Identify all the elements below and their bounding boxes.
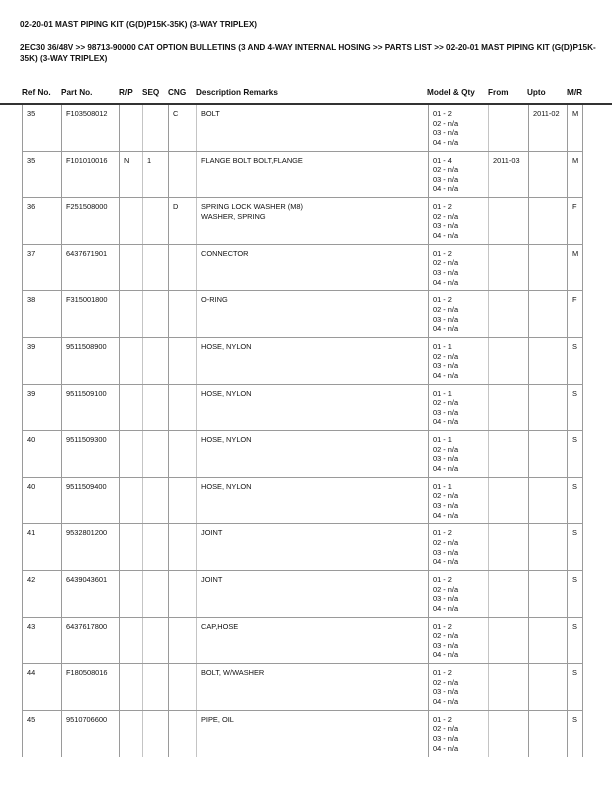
- ref-no-cell: 42: [22, 571, 61, 617]
- from-cell: [488, 245, 528, 291]
- seq-cell: [142, 245, 168, 291]
- model-qty-line: 01 - 2: [433, 295, 452, 305]
- part-no-cell: F101010016: [61, 152, 119, 198]
- mr-cell: S: [567, 478, 583, 524]
- upto-cell: [528, 478, 567, 524]
- model-qty-line: 04 - n/a: [433, 696, 459, 706]
- description-line: HOSE, NYLON: [201, 388, 252, 398]
- rp-cell: [119, 478, 142, 524]
- model-qty-cell: [428, 478, 488, 524]
- header-ref-no: Ref No.: [22, 88, 51, 97]
- model-qty-line: 02 - n/a: [433, 677, 459, 687]
- table-row: [22, 291, 583, 338]
- model-qty-cell: [428, 338, 488, 384]
- from-cell: [488, 431, 528, 477]
- model-qty-cell: [428, 245, 488, 291]
- model-qty-line: 01 - 2: [433, 528, 452, 538]
- header-part-no: Part No.: [61, 88, 93, 97]
- ref-no-cell: 40: [22, 478, 61, 524]
- model-qty-cell: [428, 198, 488, 244]
- header-description: Description Remarks: [196, 88, 278, 97]
- table-row: [22, 571, 583, 618]
- model-qty-line: 03 - n/a: [433, 174, 459, 184]
- from-cell: [488, 711, 528, 758]
- mr-cell: S: [567, 664, 583, 710]
- upto-cell: [528, 524, 567, 570]
- ref-no-cell: 39: [22, 338, 61, 384]
- seq-cell: [142, 711, 168, 758]
- description-line: FLANGE BOLT BOLT,FLANGE: [201, 155, 303, 165]
- mr-cell: M: [567, 245, 583, 291]
- model-qty-line: 02 - n/a: [433, 398, 459, 408]
- description-cell: [196, 291, 428, 337]
- upto-cell: [528, 711, 567, 758]
- seq-cell: [142, 291, 168, 337]
- model-qty-line: 02 - n/a: [433, 631, 459, 641]
- upto-cell: [528, 245, 567, 291]
- description-line: O-RING: [201, 295, 228, 305]
- table-row: [22, 198, 583, 245]
- mr-cell: S: [567, 338, 583, 384]
- cng-cell: [168, 245, 196, 291]
- model-qty-line: 02 - n/a: [433, 118, 459, 128]
- table-row: [22, 711, 583, 758]
- seq-cell: [142, 618, 168, 664]
- mr-cell: S: [567, 431, 583, 477]
- description-cell: [196, 664, 428, 710]
- model-qty-line: 03 - n/a: [433, 221, 459, 231]
- table-row: [22, 431, 583, 478]
- cng-cell: [168, 618, 196, 664]
- model-qty-line: 02 - n/a: [433, 211, 459, 221]
- model-qty-line: 03 - n/a: [433, 128, 459, 138]
- cng-cell: D: [168, 198, 196, 244]
- ref-no-cell: 43: [22, 618, 61, 664]
- model-qty-line: 01 - 2: [433, 109, 452, 118]
- model-qty-line: 04 - n/a: [433, 184, 459, 194]
- seq-cell: [142, 385, 168, 431]
- upto-cell: [528, 291, 567, 337]
- description-cell: [196, 711, 428, 758]
- table-row: [22, 105, 583, 152]
- model-qty-line: 03 - n/a: [433, 500, 459, 510]
- model-qty-line: 04 - n/a: [433, 324, 459, 334]
- description-cell: [196, 431, 428, 477]
- model-qty-line: 02 - n/a: [433, 444, 459, 454]
- cng-cell: [168, 664, 196, 710]
- rp-cell: [119, 291, 142, 337]
- model-qty-cell: [428, 385, 488, 431]
- model-qty-line: 02 - n/a: [433, 304, 459, 314]
- part-no-cell: 9510706600: [61, 711, 119, 758]
- seq-cell: [142, 571, 168, 617]
- description-line: HOSE, NYLON: [201, 341, 252, 351]
- model-qty-line: 04 - n/a: [433, 137, 459, 147]
- model-qty-line: 04 - n/a: [433, 277, 459, 287]
- seq-cell: [142, 664, 168, 710]
- rp-cell: [119, 711, 142, 758]
- ref-no-cell: 36: [22, 198, 61, 244]
- part-no-cell: 9511509300: [61, 431, 119, 477]
- model-qty-line: 03 - n/a: [433, 640, 459, 650]
- description-line: HOSE, NYLON: [201, 435, 252, 445]
- description-line: HOSE, NYLON: [201, 481, 252, 491]
- model-qty-line: 04 - n/a: [433, 650, 459, 660]
- part-no-cell: 6437617800: [61, 618, 119, 664]
- upto-cell: [528, 152, 567, 198]
- model-qty-line: 02 - n/a: [433, 165, 459, 175]
- description-line: WASHER, SPRING: [201, 211, 266, 221]
- page-title: 02-20-01 MAST PIPING KIT (G(D)P15K-35K) (3-WAY TRIPLEX): [20, 20, 258, 29]
- description-cell: [196, 198, 428, 244]
- model-qty-line: 03 - n/a: [433, 407, 459, 417]
- seq-cell: [142, 338, 168, 384]
- upto-cell: [528, 338, 567, 384]
- model-qty-cell: [428, 291, 488, 337]
- upto-cell: [528, 571, 567, 617]
- table-row: [22, 152, 583, 199]
- table-row: [22, 524, 583, 571]
- from-cell: [488, 618, 528, 664]
- ref-no-cell: 37: [22, 245, 61, 291]
- ref-no-cell: 35: [22, 105, 61, 151]
- breadcrumb: 2EC30 36/48V >> 98713-90000 CAT OPTION BULLETINS (3 AND 4-WAY INTERNAL HOSING >> PARTS LIST >> 02-20-01 MAST PIPING KIT (G(D)P15K-35K) (3-WAY TRIPLEX): [20, 43, 596, 63]
- from-cell: [488, 291, 528, 337]
- model-qty-line: 01 - 2: [433, 714, 452, 724]
- model-qty-line: 01 - 1: [433, 388, 452, 398]
- model-qty-line: 02 - n/a: [433, 584, 459, 594]
- table-row: [22, 478, 583, 525]
- description-line: BOLT: [201, 109, 220, 118]
- cng-cell: [168, 152, 196, 198]
- model-qty-line: 03 - n/a: [433, 594, 459, 604]
- seq-cell: [142, 431, 168, 477]
- ref-no-cell: 44: [22, 664, 61, 710]
- model-qty-line: 04 - n/a: [433, 370, 459, 380]
- model-qty-line: 02 - n/a: [433, 491, 459, 501]
- upto-cell: 2011-02: [528, 105, 567, 151]
- model-qty-line: 02 - n/a: [433, 724, 459, 734]
- model-qty-line: 01 - 2: [433, 621, 452, 631]
- description-line: JOINT: [201, 574, 223, 584]
- from-cell: [488, 105, 528, 151]
- upto-cell: [528, 198, 567, 244]
- header-rp: R/P: [119, 88, 133, 97]
- description-cell: [196, 245, 428, 291]
- cng-cell: [168, 711, 196, 758]
- description-cell: [196, 478, 428, 524]
- mr-cell: S: [567, 524, 583, 570]
- header-cng: CNG: [168, 88, 187, 97]
- rp-cell: [119, 245, 142, 291]
- model-qty-line: 01 - 2: [433, 574, 452, 584]
- description-cell: [196, 571, 428, 617]
- part-no-cell: 6439043601: [61, 571, 119, 617]
- mr-cell: S: [567, 385, 583, 431]
- model-qty-line: 01 - 1: [433, 341, 452, 351]
- cng-cell: [168, 571, 196, 617]
- rp-cell: [119, 431, 142, 477]
- model-qty-line: 02 - n/a: [433, 351, 459, 361]
- model-qty-line: 04 - n/a: [433, 417, 459, 427]
- model-qty-line: 02 - n/a: [433, 537, 459, 547]
- from-cell: [488, 338, 528, 384]
- model-qty-line: 03 - n/a: [433, 267, 459, 277]
- rp-cell: [119, 105, 142, 151]
- model-qty-cell: [428, 571, 488, 617]
- model-qty-line: 03 - n/a: [433, 454, 459, 464]
- model-qty-line: 01 - 1: [433, 435, 452, 445]
- description-line: CAP,HOSE: [201, 621, 239, 631]
- model-qty-line: 01 - 2: [433, 202, 452, 212]
- from-cell: [488, 571, 528, 617]
- description-line: JOINT: [201, 528, 223, 538]
- cng-cell: [168, 478, 196, 524]
- mr-cell: F: [567, 198, 583, 244]
- description-cell: [196, 385, 428, 431]
- description-cell: [196, 105, 428, 151]
- model-qty-line: 04 - n/a: [433, 743, 459, 753]
- model-qty-line: 01 - 2: [433, 248, 452, 258]
- from-cell: [488, 664, 528, 710]
- rp-cell: [119, 198, 142, 244]
- description-line: CONNECTOR: [201, 248, 249, 258]
- model-qty-line: 04 - n/a: [433, 230, 459, 240]
- cng-cell: [168, 431, 196, 477]
- ref-no-cell: 39: [22, 385, 61, 431]
- table-row: [22, 618, 583, 665]
- mr-cell: S: [567, 571, 583, 617]
- upto-cell: [528, 431, 567, 477]
- rp-cell: [119, 338, 142, 384]
- table-row: [22, 245, 583, 292]
- ref-no-cell: 35: [22, 152, 61, 198]
- part-no-cell: F103508012: [61, 105, 119, 151]
- model-qty-cell: [428, 524, 488, 570]
- description-cell: [196, 618, 428, 664]
- model-qty-line: 04 - n/a: [433, 557, 459, 567]
- header-seq: SEQ: [142, 88, 160, 97]
- description-cell: [196, 338, 428, 384]
- rp-cell: [119, 385, 142, 431]
- model-qty-cell: [428, 664, 488, 710]
- header-model-qty: Model & Qty: [427, 88, 475, 97]
- mr-cell: S: [567, 618, 583, 664]
- model-qty-line: 03 - n/a: [433, 733, 459, 743]
- seq-cell: [142, 524, 168, 570]
- part-no-cell: F180508016: [61, 664, 119, 710]
- ref-no-cell: 41: [22, 524, 61, 570]
- model-qty-line: 03 - n/a: [433, 547, 459, 557]
- model-qty-cell: [428, 618, 488, 664]
- part-no-cell: 6437671901: [61, 245, 119, 291]
- part-no-cell: 9511509400: [61, 478, 119, 524]
- from-cell: [488, 198, 528, 244]
- cng-cell: [168, 291, 196, 337]
- model-qty-cell: [428, 105, 488, 151]
- model-qty-line: 04 - n/a: [433, 510, 459, 520]
- part-no-cell: 9532801200: [61, 524, 119, 570]
- part-no-cell: 9511509100: [61, 385, 119, 431]
- header-from: From: [488, 88, 509, 97]
- upto-cell: [528, 664, 567, 710]
- description-line: BOLT, W/WASHER: [201, 668, 265, 678]
- ref-no-cell: 38: [22, 291, 61, 337]
- parts-table: [22, 105, 583, 757]
- mr-cell: F: [567, 291, 583, 337]
- table-row: [22, 385, 583, 432]
- model-qty-cell: [428, 431, 488, 477]
- part-no-cell: F251508000: [61, 198, 119, 244]
- model-qty-cell: [428, 711, 488, 758]
- model-qty-line: 01 - 4: [433, 155, 452, 165]
- description-line: SPRING LOCK WASHER (M8): [201, 202, 303, 212]
- model-qty-line: 01 - 1: [433, 481, 452, 491]
- mr-cell: M: [567, 105, 583, 151]
- model-qty-line: 03 - n/a: [433, 687, 459, 697]
- model-qty-line: 02 - n/a: [433, 258, 459, 268]
- rp-cell: [119, 524, 142, 570]
- seq-cell: [142, 198, 168, 244]
- from-cell: [488, 385, 528, 431]
- ref-no-cell: 45: [22, 711, 61, 758]
- table-row: [22, 338, 583, 385]
- model-qty-line: 03 - n/a: [433, 361, 459, 371]
- part-no-cell: 9511508900: [61, 338, 119, 384]
- table-row: [22, 664, 583, 711]
- seq-cell: [142, 478, 168, 524]
- upto-cell: [528, 618, 567, 664]
- model-qty-line: 03 - n/a: [433, 314, 459, 324]
- rp-cell: [119, 571, 142, 617]
- header-upto: Upto: [527, 88, 546, 97]
- description-line: PIPE, OIL: [201, 714, 234, 724]
- seq-cell: [142, 105, 168, 151]
- upto-cell: [528, 385, 567, 431]
- rp-cell: [119, 618, 142, 664]
- rp-cell: N: [119, 152, 142, 198]
- mr-cell: M: [567, 152, 583, 198]
- part-no-cell: F315001800: [61, 291, 119, 337]
- cng-cell: [168, 385, 196, 431]
- header-mr: M/R: [567, 88, 583, 97]
- cng-cell: [168, 524, 196, 570]
- from-cell: [488, 478, 528, 524]
- cng-cell: C: [168, 105, 196, 151]
- rp-cell: [119, 664, 142, 710]
- description-cell: [196, 152, 428, 198]
- from-cell: 2011-03: [488, 152, 528, 198]
- mr-cell: S: [567, 711, 583, 758]
- from-cell: [488, 524, 528, 570]
- model-qty-line: 04 - n/a: [433, 463, 459, 473]
- cng-cell: [168, 338, 196, 384]
- ref-no-cell: 40: [22, 431, 61, 477]
- model-qty-line: 01 - 2: [433, 668, 452, 678]
- seq-cell: 1: [142, 152, 168, 198]
- description-cell: [196, 524, 428, 570]
- model-qty-cell: [428, 152, 488, 198]
- model-qty-line: 04 - n/a: [433, 603, 459, 613]
